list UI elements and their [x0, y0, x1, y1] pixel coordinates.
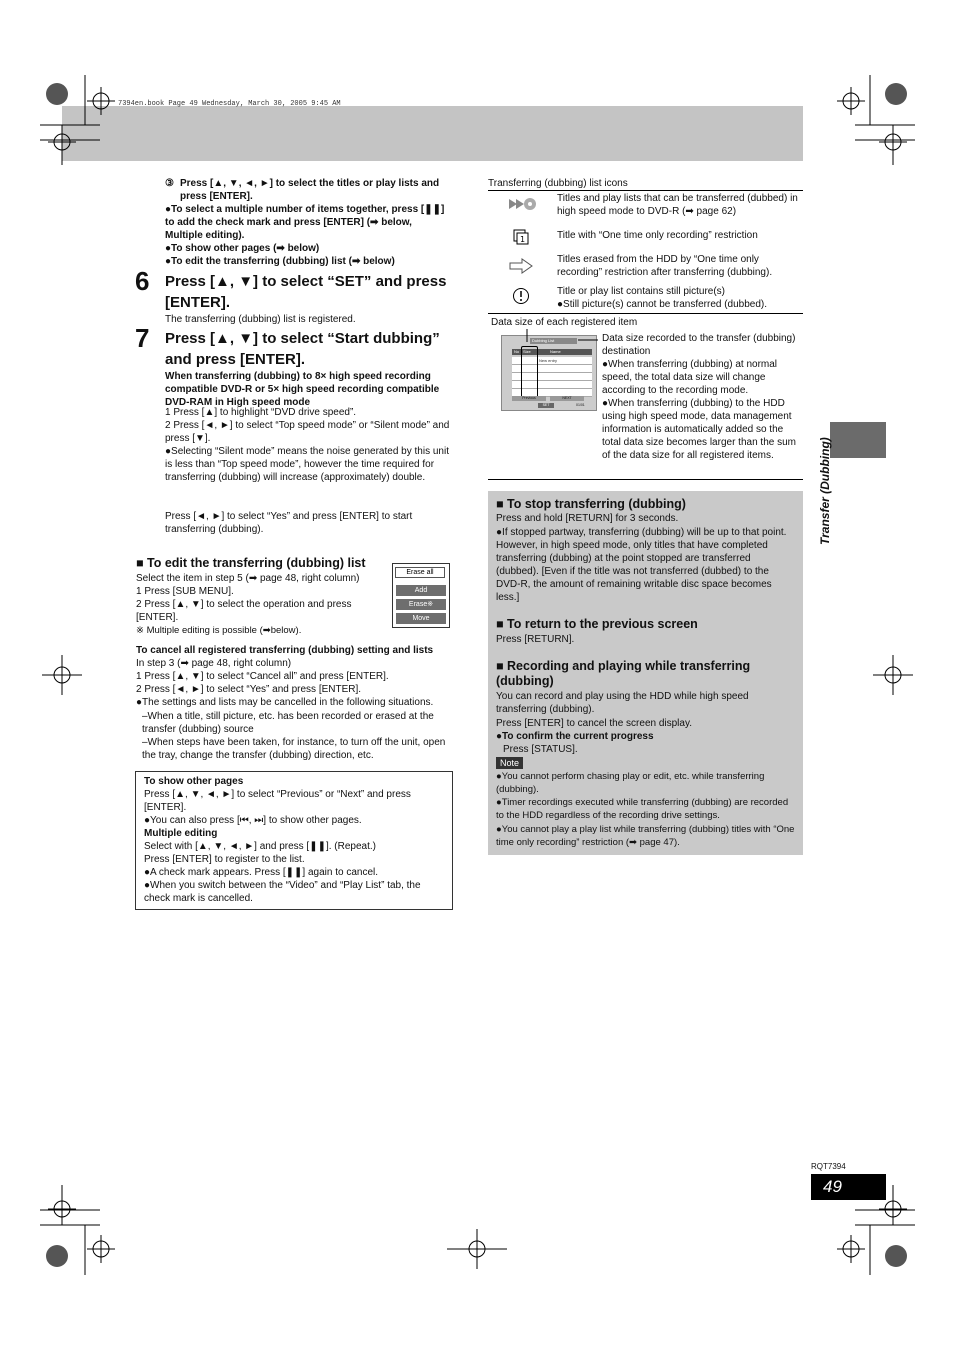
cancel-bullet: ●The settings and lists may be cancelled in the following situations.: [136, 697, 434, 708]
one-time-recording-icon: [513, 229, 529, 245]
note3: ●You cannot play a play list while transferring (dubbing) titles with “One time only recording” restriction (➡ page 47).: [496, 824, 795, 848]
tips-multi-text2: Press [ENTER] to register to the list.: [144, 854, 305, 865]
icons-heading: Transferring (dubbing) list icons: [488, 178, 628, 189]
edit-list-item1: 1 Press [SUB MENU].: [136, 586, 234, 597]
cancel-item1: 1 Press [▲, ▼] to select “Cancel all” and press [ENTER].: [136, 671, 389, 682]
stop-heading: ■ To stop transferring (dubbing): [496, 497, 686, 511]
step6-title: Press [▲, ▼] to select “SET” and press [ENTER].: [165, 273, 447, 311]
icon1-text: Titles and play lists that can be transferred (dubbed) in high speed mode to DVD-R (➡ page 62): [557, 193, 798, 217]
screen-row1: New entry: [539, 358, 558, 363]
screen-col-no: No: [514, 349, 520, 354]
icon2-text: Title with “One time only recording” restriction: [557, 230, 758, 241]
edit-list-note: ※ Multiple editing is possible (➡below).: [136, 625, 302, 636]
recording-text2: Press [ENTER] to cancel the screen display.: [496, 718, 693, 729]
size-text: Data size recorded to the transfer (dubbing) destination: [602, 333, 796, 357]
step6-number: 6: [135, 266, 150, 296]
cancel-text0: In step 3 (➡ page 48, right column): [136, 658, 292, 669]
cancel-dash2: –When steps have been taken, for instance, to turn off the unit, open the tray, change the transfer (dubbing) direction, etc.: [142, 737, 446, 761]
step3-bullet-multiple: ●To select a multiple number of items together, press [❚❚] to add the check mark and press [ENTER] (➡ below, Multiple editing).: [165, 204, 445, 241]
screen-btn-previous: Previous: [512, 396, 546, 401]
icon4-bullet: ●Still picture(s) cannot be transferred (dubbed).: [557, 299, 768, 310]
cancel-dash1: –When a title, still picture, etc. has been recorded or erased at the transfer (dubbing) source: [142, 711, 434, 735]
dubbing-list-screen: [501, 335, 597, 411]
side-label: Transfer (Dubbing): [818, 437, 832, 545]
recording-bullet: ●To confirm the current progress: [496, 731, 654, 742]
menu-erase: Erase※: [396, 599, 446, 610]
high-speed-icon: [507, 196, 537, 212]
erased-arrow-icon: [508, 257, 534, 275]
step7-bullet: ●Selecting “Silent mode” means the noise generated by this unit is less than “Top speed mode”, however the time required for transferring (dubbing) will increase (approximately) double.: [165, 446, 449, 483]
still-picture-icon: [512, 287, 530, 305]
doc-code: RQT7394: [811, 1162, 846, 1171]
screen-btn-set: SET: [538, 403, 554, 408]
menu-move: Move: [396, 613, 446, 624]
tips-multi-text1: Select with [▲, ▼, ◄, ►] and press [❚❚]. (Repeat.): [144, 841, 376, 852]
recording-status: Press [STATUS].: [503, 744, 578, 755]
edit-list-heading: ■ To edit the transferring (dubbing) list: [136, 556, 366, 570]
step7-item2: 2 Press [◄, ►] to select “Top speed mode” or “Silent mode” and press [▼].: [165, 420, 450, 444]
step6-text: The transferring (dubbing) list is registered.: [165, 314, 356, 325]
tips-multi-bullet2: ●When you switch between the “Video” and “Play List” tab, the check mark is cancelled.: [144, 880, 421, 904]
step7-condition: When transferring (dubbing) to 8× high speed recording compatible DVD-R or 5× high speed recording compatible DVD-RAM in High speed mode: [165, 371, 440, 408]
step3-number: ③: [165, 178, 174, 189]
size-column-highlight: [521, 346, 538, 398]
note-tag: Note: [496, 757, 523, 769]
recording-heading: ■ Recording and playing while transferring (dubbing): [496, 659, 751, 688]
step7-title: Press [▲, ▼] to select “Start dubbing” and press [ENTER].: [165, 330, 440, 368]
svg-text:1: 1: [520, 235, 526, 244]
icons-rule-bottom: [488, 313, 803, 314]
screen-btn-next: NEXT: [550, 396, 584, 401]
step7-item1: 1 Press [▲] to highlight “DVD drive speed”.: [165, 407, 357, 418]
icon3-text: Titles erased from the HDD by “One time only recording” restriction after transferring (dubbing).: [557, 254, 773, 278]
screen-page: 01/01: [576, 403, 585, 407]
tips-pages-text: Press [▲, ▼, ◄, ►] to select “Previous” or “Next” and press [ENTER].: [144, 789, 411, 813]
note1: ●You cannot perform chasing play or edit, etc. while transferring (dubbing).: [496, 771, 765, 795]
step3-bullet-edit: ●To edit the transferring (dubbing) list (➡ below): [165, 256, 395, 267]
step7-number: 7: [135, 323, 150, 353]
callout-lines: [520, 326, 600, 346]
tips-pages-bullet: ●You can also press [⏮, ⏭] to show other pages.: [144, 815, 362, 826]
icons-rule: [488, 190, 803, 191]
section-tab: [830, 422, 886, 458]
screen-col-size: Size: [523, 349, 531, 354]
page-number: 49: [811, 1174, 886, 1200]
stop-bullet: ●If stopped partway, transferring (dubbing) will be up to that point. However, in high speed mode, only titles that have completed transferring (dubbing) at the point stopped are transferred (dubbed). [Even if the title was not transferred (dubbed) to the DVD-R, the amount of remaining writable disc space becomes less.]: [496, 527, 787, 603]
tips-heading-multi: Multiple editing: [144, 828, 218, 839]
file-info: 7394en.book Page 49 Wednesday, March 30, 2005 9:45 AM: [118, 100, 341, 108]
tips-multi-bullet1: ●A check mark appears. Press [❚❚] again to cancel.: [144, 867, 379, 878]
cancel-item2: 2 Press [◄, ►] to select “Yes” and press [ENTER].: [136, 684, 362, 695]
stop-text: Press and hold [RETURN] for 3 seconds.: [496, 513, 679, 524]
return-text: Press [RETURN].: [496, 634, 575, 645]
cancel-heading: To cancel all registered transferring (dubbing) setting and lists: [136, 645, 434, 656]
step3-text: Press [▲, ▼, ◄, ►] to select the titles or play lists and press [ENTER].: [180, 178, 440, 202]
size-bullet1: ●When transferring (dubbing) at normal speed, the total data size will change according to the recording mode.: [602, 359, 778, 396]
size-rule: [488, 479, 803, 480]
screen-title: Dubbing List: [530, 338, 577, 344]
edit-list-item2: 2 Press [▲, ▼] to select the operation and press [ENTER].: [136, 599, 352, 623]
screen-col-name: Name: [550, 349, 561, 354]
menu-erase-all: Erase all: [395, 567, 445, 578]
edit-list-text0: Select the item in step 5 (➡ page 48, right column): [136, 573, 360, 584]
size-bullet2: ●When transferring (dubbing) to the HDD using high speed mode, data management information is automatically added so the total data size becomes larger than the sum of the data size for all registered items.: [602, 398, 796, 461]
size-label: Data size of each registered item: [491, 317, 638, 328]
step7-end: Press [◄, ►] to select “Yes” and press [ENTER] to start transferring (dubbing).: [165, 511, 413, 535]
note2: ●Timer recordings executed while transferring (dubbing) are recorded to the HDD regardless of the recording drive settings.: [496, 797, 789, 821]
return-heading: ■ To return to the previous screen: [496, 617, 698, 631]
step3-bullet-pages: ●To show other pages (➡ below): [165, 243, 320, 254]
recording-text1: You can record and play using the HDD while high speed transferring (dubbing).: [496, 691, 749, 715]
tips-heading-pages: To show other pages: [144, 776, 244, 787]
tips-box: [135, 771, 453, 910]
menu-add: Add: [396, 585, 446, 596]
submenu-mockup: [392, 563, 450, 628]
icon4-text: Title or play list contains still picture(s): [557, 286, 726, 297]
